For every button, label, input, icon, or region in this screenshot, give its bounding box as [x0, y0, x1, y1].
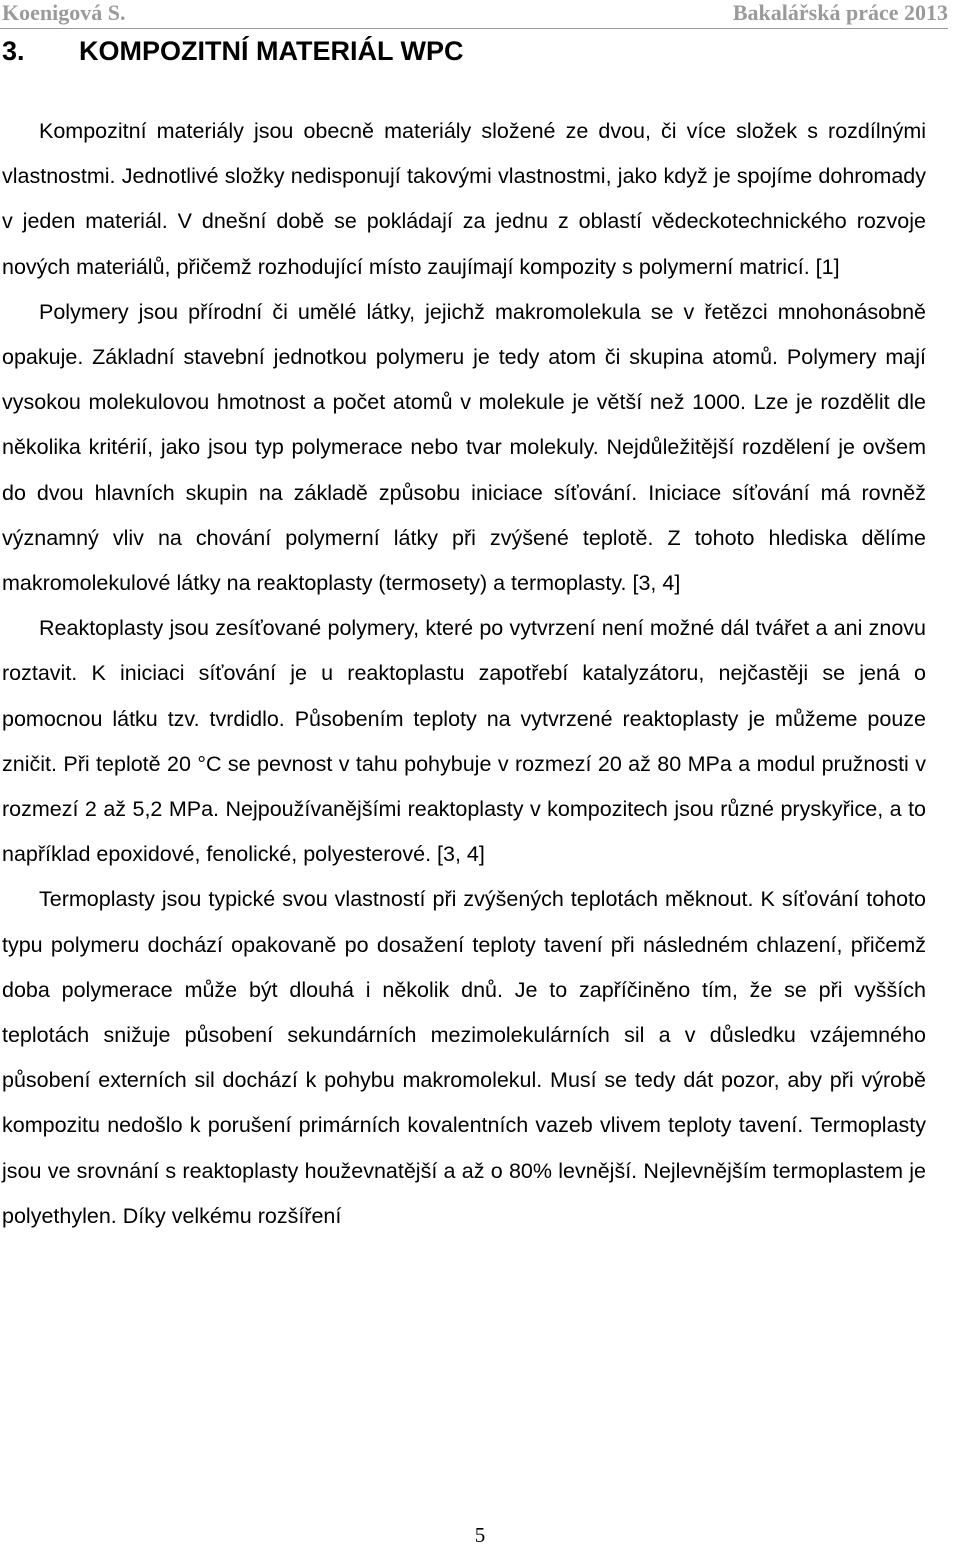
header-author: Koenigová S. — [2, 0, 126, 25]
chapter-title: KOMPOZITNÍ MATERIÁL WPC — [79, 36, 464, 66]
paragraph-composites-intro: Kompozitní materiály jsou obecně materiály složené ze dvou, či více složek s rozdílnými vlastnostmi. Jednotlivé složky nedisponují takovými vlastnostmi, jako když je spojíme dohromady v jeden materiál. V dnešní době se pokládají za jednu z oblastí vědeckotechnického rozvoje nových materiálů, přičemž rozhodující místo zaujímají kompozity s polymerní matricí. [1] — [2, 119, 926, 279]
paragraph-polymers: Polymery jsou přírodní či umělé látky, jejichž makromolekula se v řetězci mnohonásobně opakuje. Základní stavební jednotkou polymeru je tedy atom či skupina atomů. Polymery mají vysokou molekulovou hmotnost a počet atomů v molekule je větší než 1000. Lze je rozdělit dle několika kritérií, jako jsou typ polymerace nebo tvar molekuly. Nejdůležitější rozdělení je ovšem do dvou hlavních skupin na základě způsobu iniciace síťování. Iniciace síťování má rovněž významný vliv na chování polymerní látky při zvýšené teplotě. Z tohoto hlediska dělíme makromolekulové látky na reaktoplasty (termosety) a termoplasty. [3, 4] — [2, 299, 926, 596]
paragraph-thermoplastics: Termoplasty jsou typické svou vlastností při zvýšených teplotách měknout. K síťování tohoto typu polymeru dochází opakovaně po dosažení teploty tavení při následném chlazení, přičemž doba polymerace může být dlouhá i několik dnů. Je to zapříčiněno tím, že se při vyšších teplotách snižuje působení sekundárních mezimolekulárních sil a v důsledku vzájemného působení externích sil dochází k pohybu makromolekul. Musí se tedy dát pozor, aby při výrobě kompozitu nedošlo k porušení primárních kovalentních vazeb vlivem teploty tavení. Termoplasty jsou ve srovnání s reaktoplasty houževnatější a až o 80% levnější. Nejlevnějším termoplastem je polyethylen. Díky velkému rozšíření — [2, 887, 926, 1228]
header-document-label: Bakalářská práce 2013 — [732, 0, 948, 25]
body-text — [2, 109, 926, 1239]
header-rule — [0, 28, 948, 29]
chapter-heading — [2, 34, 463, 68]
paragraph-thermosets: Reaktoplasty jsou zesíťované polymery, které po vytvrzení není možné dál tvářet a ani znovu roztavit. K iniciaci síťování je u reaktoplastu zapotřebí katalyzátoru, nejčastěji se jená o pomocnou látku tzv. tvrdidlo. Působením teploty na vytvrzené reaktoplasty je můžeme pouze zničit. Při teplotě 20 °C se pevnost v tahu pohybuje v rozmezí 20 až 80 MPa a modul pružnosti v rozmezí 2 až 5,2 MPa. Nejpoužívanějšími reaktoplasty v kompozitech jsou různé pryskyřice, a to například epoxidové, fenolické, polyesterové. [3, 4] — [2, 616, 926, 867]
page-number: 5 — [474, 1523, 486, 1547]
chapter-number: 3. — [2, 36, 25, 66]
running-header — [2, 0, 948, 28]
